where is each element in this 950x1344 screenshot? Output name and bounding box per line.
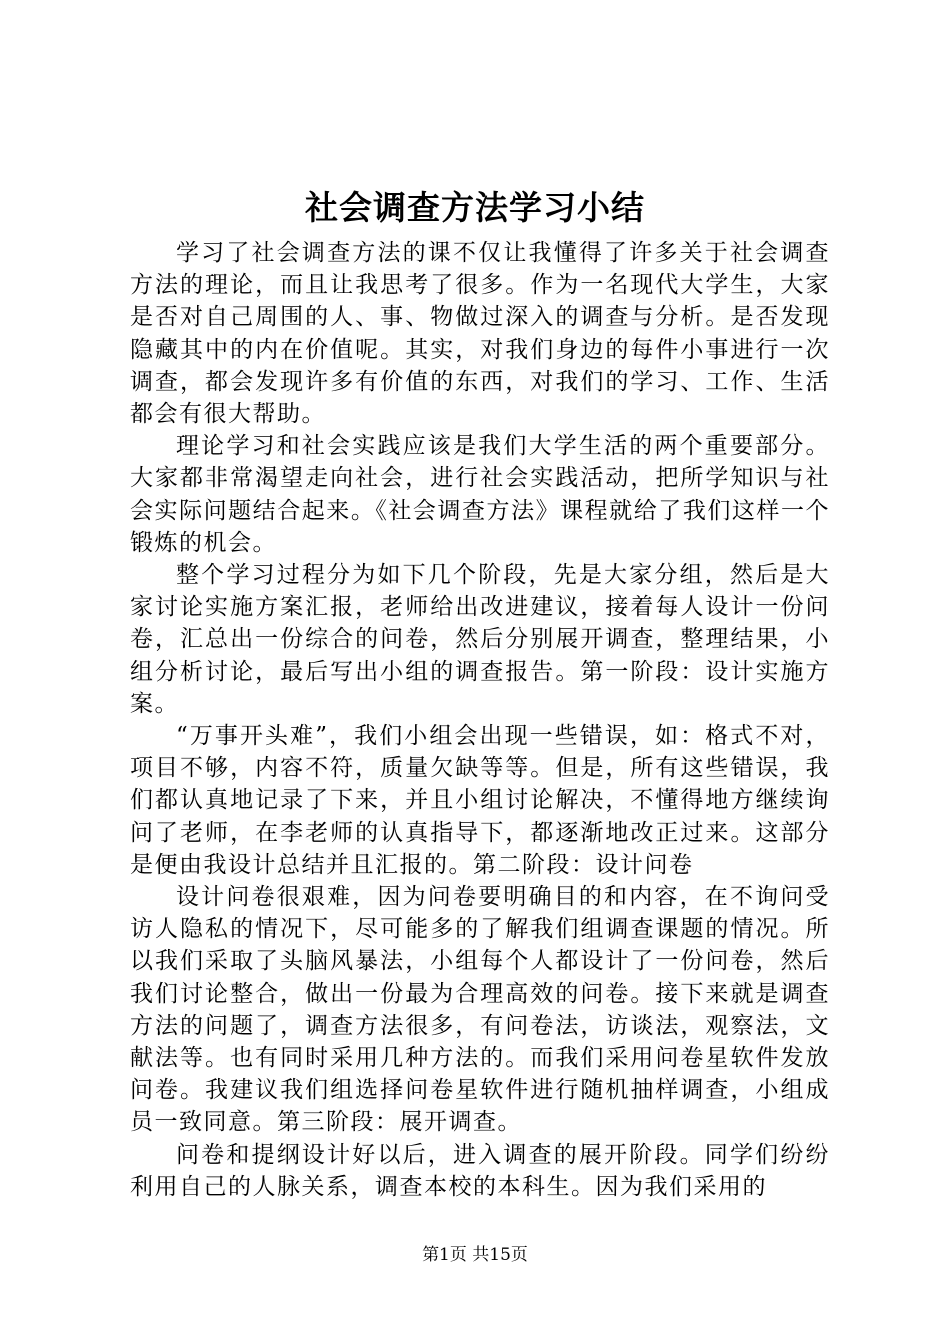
paragraph-4: “万事开头难”，我们小组会出现一些错误，如：格式不对，项目不够，内容不符，质量欠缺等等。但是，所有这些错误，我们都认真地记录了下来，并且小组讨论解决，不懂得地方继续询问了老师，在李老师的认真指导下，都逐渐地改正过来。这部分是便由我设计总结并且汇报的。第二阶段：设计问卷 [130, 723, 830, 878]
paragraph-6: 问卷和提纲设计好以后，进入调查的展开阶段。同学们纷纷利用自己的人脉关系，调查本校的本科生。因为我们采用的 [130, 1141, 830, 1200]
paragraph-2: 理论学习和社会实践应该是我们大学生活的两个重要部分。大家都非常渴望走向社会，进行社会实践活动，把所学知识与社会实际问题结合起来。《社会调查方法》课程就给了我们这样一个锻炼的机会。 [130, 433, 830, 556]
page-footer: 第1页 共15页 [422, 1245, 528, 1265]
paragraph-3: 整个学习过程分为如下几个阶段，先是大家分组，然后是大家讨论实施方案汇报，老师给出改进建议，接着每人设计一份问卷，汇总出一份综合的问卷，然后分别展开调查，整理结果，小组分析讨论，最后写出小组的调查报告。第一阶段：设计实施方案。 [130, 562, 830, 717]
document-title: 社会调查方法学习小结 [305, 188, 645, 227]
paragraph-5: 设计问卷很艰难，因为问卷要明确目的和内容，在不询问受访人隐私的情况下，尽可能多的了解我们组调查课题的情况。所以我们采取了头脑风暴法，小组每个人都设计了一份问卷，然后我们讨论整合，做出一份最为合理高效的问卷。接下来就是调查方法的问题了，调查方法很多，有问卷法，访谈法，观察法，文献法等。也有同时采用几种方法的。而我们采用问卷星软件发放问卷。我建议我们组选择问卷星软件进行随机抽样调查，小组成员一致同意。第三阶段：展开调查。 [130, 884, 830, 1136]
paragraph-1: 学习了社会调查方法的课不仅让我懂得了许多关于社会调查方法的理论，而且让我思考了很多。作为一名现代大学生，大家是否对自己周围的人、事、物做过深入的调查与分析。是否发现隐藏其中的内在价值呢。其实，对我们身边的每件小事进行一次调查，都会发现许多有价值的东西，对我们的学习、工作、生活都会有很大帮助。 [130, 240, 830, 428]
document-body [130, 237, 830, 1203]
